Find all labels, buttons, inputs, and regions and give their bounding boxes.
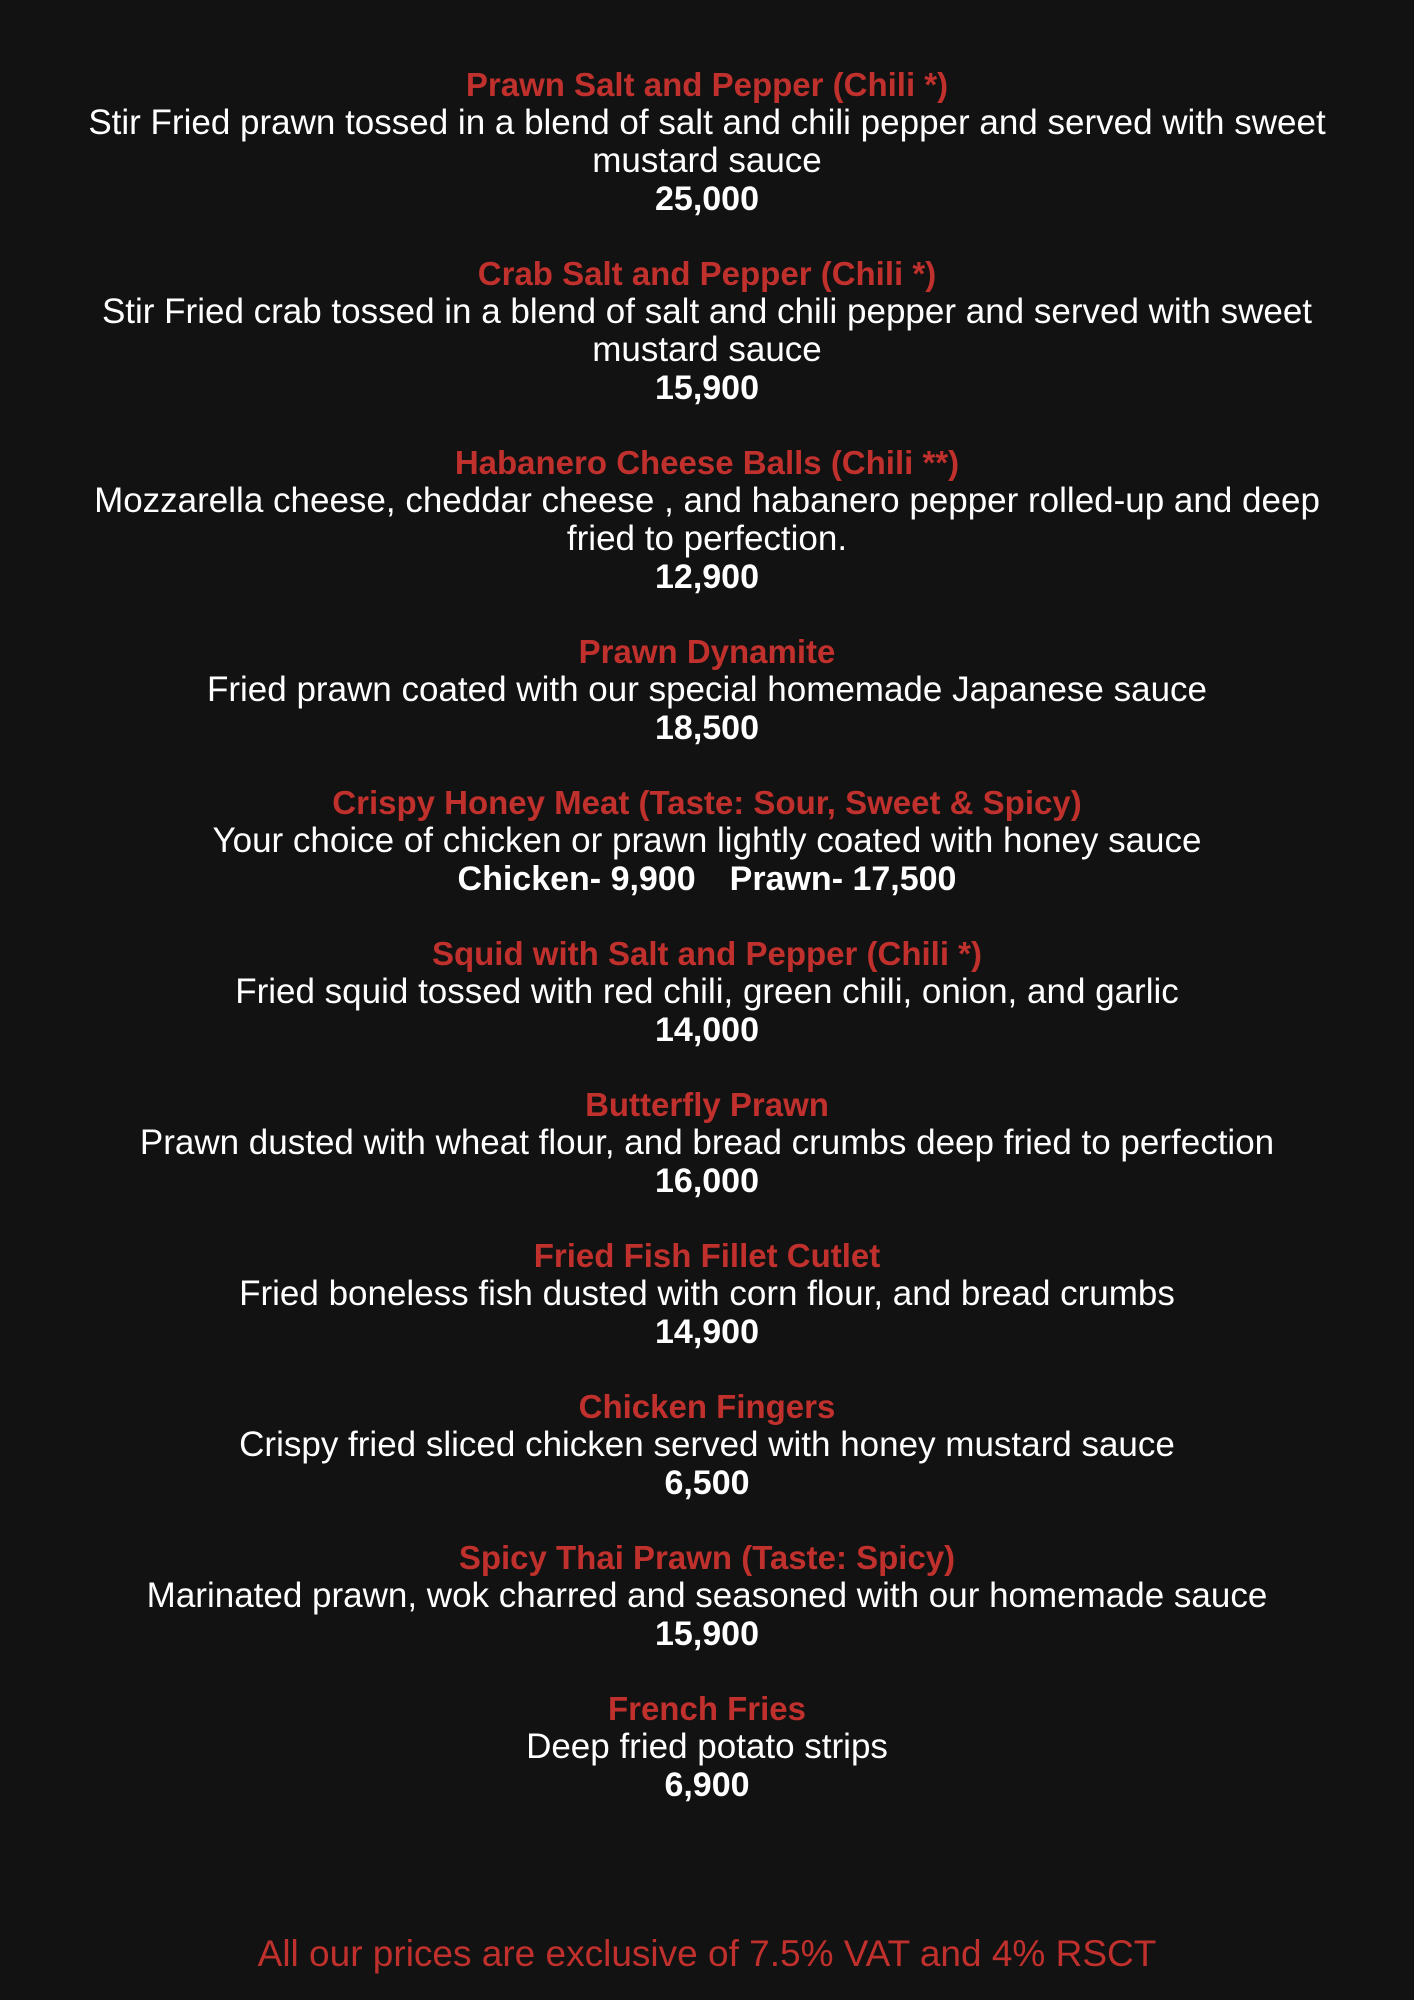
menu-item-butterfly-prawn <box>0 1086 1414 1200</box>
item-description: Your choice of chicken or prawn lightly coated with honey sauce <box>212 821 1202 860</box>
menu-item-fried-fish-fillet <box>0 1237 1414 1351</box>
item-description: Mozzarella cheese, cheddar cheese , and habanero pepper rolled-up and deep fried to perfection. <box>94 481 1320 558</box>
item-name: Prawn Salt and Pepper (Chili *) <box>465 66 949 103</box>
tax-note: All our prices are exclusive of 7.5% VAT and 4% RSCT <box>257 1933 1157 1974</box>
item-price: 15,900 <box>655 1615 759 1653</box>
item-description: Crispy fried sliced chicken served with honey mustard sauce <box>239 1425 1175 1464</box>
menu-list <box>0 66 1414 1841</box>
menu-item-prawn-dynamite <box>0 633 1414 747</box>
item-name: Prawn Dynamite <box>578 633 836 670</box>
item-name: Fried Fish Fillet Cutlet <box>533 1237 881 1274</box>
menu-item-prawn-salt-pepper <box>0 66 1414 218</box>
item-description: Fried squid tossed with red chili, green chili, onion, and garlic <box>235 972 1179 1011</box>
item-name: Crab Salt and Pepper (Chili *) <box>477 255 937 292</box>
item-description: Deep fried potato strips <box>526 1727 888 1766</box>
item-price: 15,900 <box>655 369 759 407</box>
item-name: Chicken Fingers <box>578 1388 836 1425</box>
item-price: 18,500 <box>655 709 759 747</box>
item-price: 12,900 <box>655 558 759 596</box>
item-name: Habanero Cheese Balls (Chili **) <box>454 444 960 481</box>
item-name: Squid with Salt and Pepper (Chili *) <box>431 935 983 972</box>
item-description: Marinated prawn, wok charred and seasoned with our homemade sauce <box>146 1576 1268 1615</box>
menu-item-french-fries <box>0 1690 1414 1804</box>
menu-item-squid-salt-pepper <box>0 935 1414 1049</box>
menu-item-spicy-thai-prawn <box>0 1539 1414 1653</box>
item-name: Spicy Thai Prawn (Taste: Spicy) <box>458 1539 956 1576</box>
item-price-options <box>0 860 1414 898</box>
item-price: 16,000 <box>655 1162 759 1200</box>
item-description: Fried boneless fish dusted with corn flour, and bread crumbs <box>239 1274 1175 1313</box>
item-price: 6,900 <box>664 1766 750 1804</box>
item-description: Prawn dusted with wheat flour, and bread crumbs deep fried to perfection <box>139 1123 1275 1162</box>
menu-item-crispy-honey-meat <box>0 784 1414 898</box>
item-name: Crispy Honey Meat (Taste: Sour, Sweet & Spicy) <box>332 784 1082 821</box>
item-price-prawn: Prawn- 17,500 <box>729 860 957 898</box>
item-name: French Fries <box>607 1690 807 1727</box>
menu-item-habanero-cheese-balls <box>0 444 1414 596</box>
item-description: Stir Fried crab tossed in a blend of salt and chili pepper and served with sweet mustard sauce <box>101 292 1313 369</box>
item-description: Fried prawn coated with our special homemade Japanese sauce <box>206 670 1207 709</box>
menu-item-crab-salt-pepper <box>0 255 1414 407</box>
item-name: Butterfly Prawn <box>585 1086 829 1123</box>
item-price: 6,500 <box>664 1464 750 1502</box>
item-price: 25,000 <box>655 180 759 218</box>
item-description: Stir Fried prawn tossed in a blend of salt and chili pepper and served with sweet mustard sauce <box>88 103 1326 180</box>
item-price: 14,000 <box>655 1011 759 1049</box>
menu-item-chicken-fingers <box>0 1388 1414 1502</box>
item-price: 14,900 <box>655 1313 759 1351</box>
item-price-chicken: Chicken- 9,900 <box>457 860 696 898</box>
